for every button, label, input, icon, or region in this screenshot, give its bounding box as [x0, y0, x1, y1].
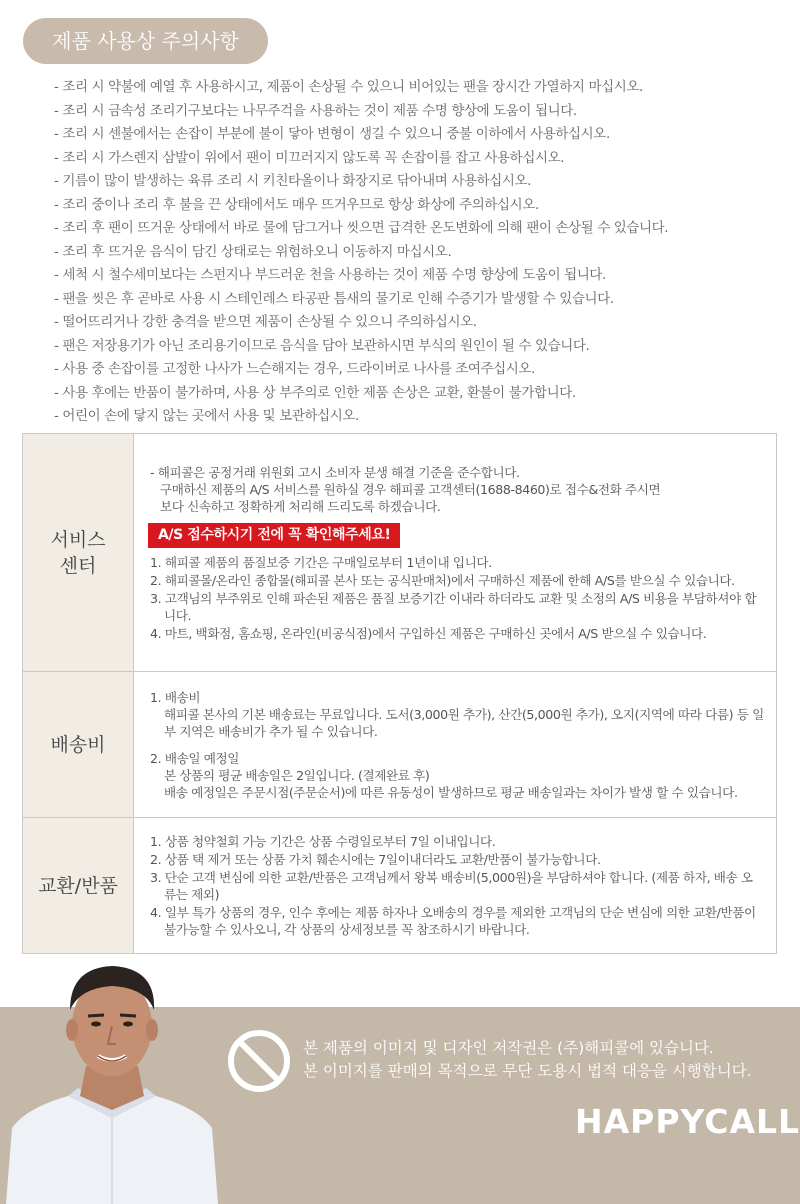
caution-item: - 팬은 저장용기가 아닌 조리용기이므로 음식을 담아 보관하시면 부식의 원인이 될 수 있습니다.: [54, 337, 590, 354]
caution-list: [54, 76, 784, 429]
service-item: 3. 고객님의 부주위로 인해 파손된 제품은 품질 보증기간 이내라 하더라도 교환 및 소정의 A/S 비용을 부담하셔야 합니다.: [150, 590, 757, 623]
return-item: 2. 상품 택 제거 또는 상품 가치 훼손시에는 7일이내더라도 교환/반품이 불가능합니다.: [150, 852, 601, 867]
return-item: 1. 상품 청약철회 가능 기간은 상품 수령일로부터 7일 이내입니다.: [150, 834, 496, 849]
delivery-row: [23, 672, 777, 818]
service-intro-line: - 해피콜은 공정거래 위원회 고시 소비자 분생 해결 기준을 준수합니다.: [150, 464, 520, 480]
service-row: [23, 434, 777, 672]
return-content: [134, 818, 777, 954]
caution-item: - 어린이 손에 닿지 않는 곳에서 사용 및 보관하십시오.: [54, 408, 359, 424]
section-title: 제품 사용상 주의사항: [23, 18, 268, 64]
service-label-line1: 서비스: [50, 528, 106, 551]
happycall-logo: HAPPYCALL: [575, 1102, 800, 1141]
as-alert-badge: A/S 접수하시기 전에 꼭 확인해주세요!: [148, 523, 400, 548]
service-intro-line: 보다 신속하고 정확하게 처리해 드리도록 하겠습니다.: [160, 498, 441, 514]
caution-item: - 조리 후 팬이 뜨거운 상태에서 바로 물에 담그거나 씻으면 급격한 온도변화에 의해 팬이 손상될 수 있습니다.: [54, 220, 669, 236]
service-intro: [150, 464, 764, 515]
return-item: 3. 단순 고객 변심에 의한 교환/반품은 고객님께서 왕복 배송비(5,000원)을 부담하셔야 합니다. (제품 하자, 배송 오류는 제외): [150, 870, 753, 902]
copyright-notice: [303, 1037, 752, 1083]
caution-item: - 사용 중 손잡이를 고정한 나사가 느슨해지는 경우, 드라이버로 나사를 조여주십시오.: [54, 361, 535, 377]
no-sign-icon: [226, 1028, 292, 1094]
service-center-content: [134, 434, 777, 672]
delivery-date-block: [150, 750, 764, 801]
delivery-content: [134, 672, 777, 818]
caution-item: - 기름이 많이 발생하는 육류 조리 시 키친타올이나 화장지로 닦아내며 사용하십시오.: [54, 173, 532, 189]
return-item: 4. 일부 특가 상품의 경우, 인수 후에는 제품 하자나 오배송의 경우를 제외한 고객님의 단순 변심에 의한 교환/반품이 불가능할 수 있사오니, 각 상품의 상세정보를 꼭 참조하시기 바랍니다.: [150, 905, 756, 937]
service-intro-line: 구매하신 제품의 A/S 서비스를 원하실 경우 해피콜 고객센터(1688-8460)로 접수&전화 주시면: [160, 481, 661, 497]
return-label: 교환/반품: [23, 818, 134, 954]
service-item: 4. 마트, 백화점, 홈쇼핑, 온라인(비공식점)에서 구입하신 제품은 구매하신 곳에서 A/S 받으실 수 있습니다.: [150, 625, 707, 641]
service-label-line2: 센터: [59, 554, 97, 577]
service-center-label: [23, 434, 134, 672]
caution-item: - 조리 시 약불에 예열 후 사용하시고, 제품이 손상될 수 있으니 비어있는 팬을 장시간 가열하지 마십시오.: [54, 79, 643, 95]
info-table: [22, 433, 777, 954]
delivery-date-text: 본 상품의 평균 배송일은 2일입니다. (결제완료 후): [164, 767, 430, 783]
delivery-fee-title: 1. 배송비: [150, 689, 201, 705]
caution-item: - 조리 시 센불에서는 손잡이 부분에 불이 닿아 변형이 생길 수 있으니 중불 이하에서 사용하십시오.: [54, 126, 610, 142]
copyright-line: 본 이미지를 판매의 목적으로 무단 도용시 법적 대응을 시행합니다.: [303, 1062, 752, 1080]
caution-item: - 조리 중이나 조리 후 불을 끈 상태에서도 매우 뜨거우므로 항상 화상에 주의하십시오.: [54, 196, 539, 213]
return-row: [23, 818, 777, 954]
caution-item: - 세척 시 철수세미보다는 스펀지나 부드러운 천을 사용하는 것이 제품 수명 향상에 도움이 됩니다.: [54, 267, 606, 283]
delivery-label: 배송비: [23, 672, 134, 818]
copyright-line: 본 제품의 이미지 및 디자인 저작권은 (주)해피콜에 있습니다.: [303, 1039, 714, 1057]
service-item: 1. 해피콜 제품의 품질보증 기간은 구매일로부터 1년이내 입니다.: [150, 554, 492, 570]
return-list: [150, 833, 764, 938]
caution-item: - 떨어뜨리거나 강한 충격을 받으면 제품이 손상될 수 있으니 주의하십시오.: [54, 314, 477, 330]
caution-item: - 팬을 씻은 후 곧바로 사용 시 스테인레스 타공판 틈새의 물기로 인해 수증기가 발생할 수 있습니다.: [54, 290, 614, 307]
caution-item: - 조리 후 뜨거운 음식이 담긴 상태로는 위험하오니 이동하지 마십시오.: [54, 243, 452, 260]
model-photo: [6, 958, 218, 1204]
service-item: 2. 해피콜몰/온라인 종합몰(해피콜 본사 또는 공식판매처)에서 구매하신 제품에 한해 A/S를 받으실 수 있습니다.: [150, 572, 735, 588]
delivery-fee-block: [150, 689, 764, 740]
delivery-date-title: 2. 배송일 예정일: [150, 750, 240, 766]
caution-item: - 조리 시 금속성 조리기구보다는 나무주걱을 사용하는 것이 제품 수명 향상에 도움이 됩니다.: [54, 102, 577, 119]
delivery-date-text: 배송 예정일은 주문시점(주문순서)에 따른 유동성이 발생하므로 평균 배송일과는 차이가 발생 할 수 있습니다.: [164, 784, 738, 800]
delivery-fee-text: 해피콜 본사의 기본 배송료는 무료입니다. 도서(3,000원 추가), 산간(5,000원 추가), 오지(지역에 따라 다름) 등 일부 지역은 배송비가 추가 될 수 있습니다.: [164, 706, 764, 739]
service-list: [150, 554, 764, 642]
caution-item: - 조리 시 가스렌지 삼발이 위에서 팬이 미끄러지지 않도록 꼭 손잡이를 잡고 사용하십시오.: [54, 149, 565, 166]
caution-item: - 사용 후에는 반품이 불가하며, 사용 상 부주의로 인한 제품 손상은 교환, 환불이 불가합니다.: [54, 384, 576, 401]
